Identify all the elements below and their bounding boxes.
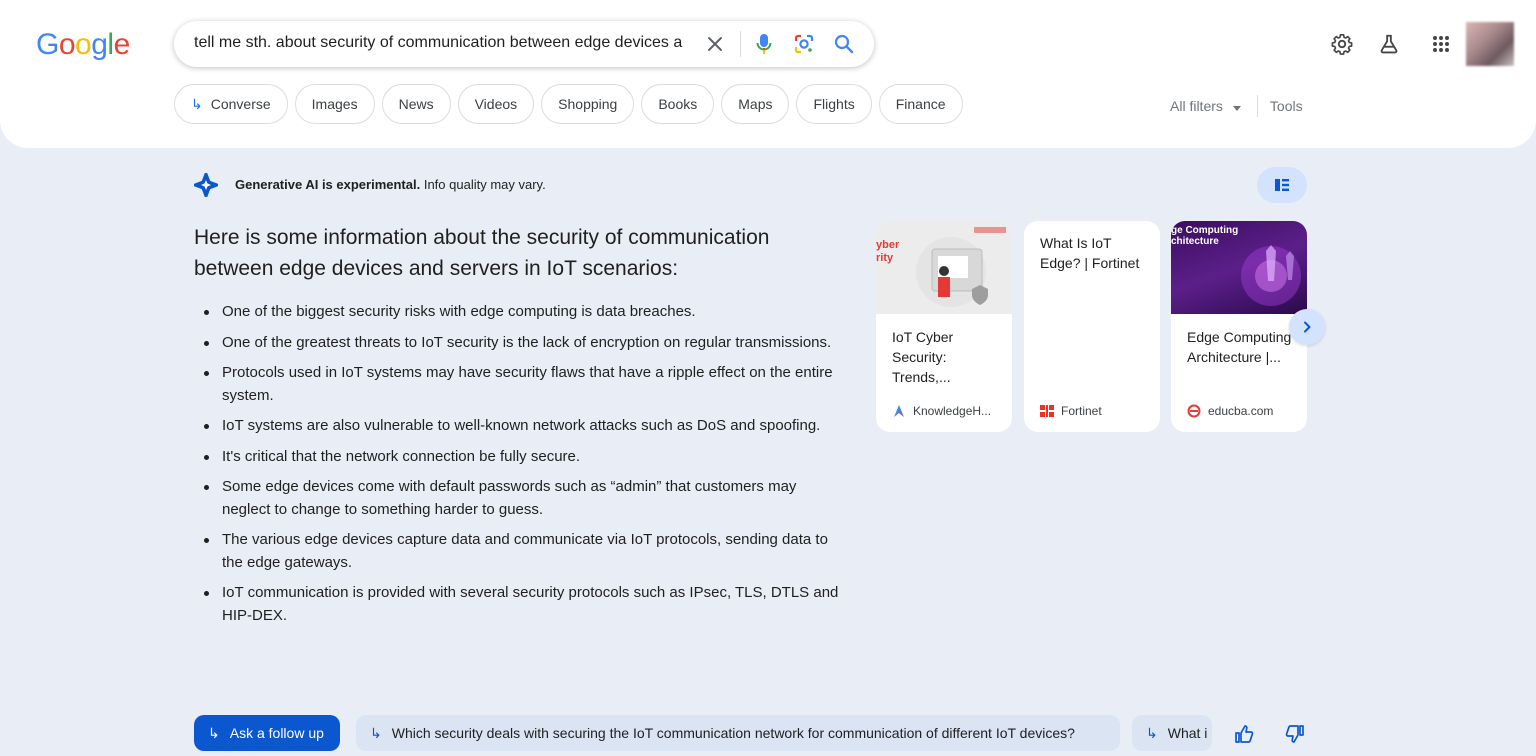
card-thumbnail [876,221,1012,314]
suggestion-arrow-icon: ↳ [1146,724,1158,741]
chip-images[interactable] [295,84,375,124]
chip-converse[interactable] [174,84,288,124]
ai-disclaimer-bold: Generative AI is experimental. [235,177,421,192]
card-thumbnail [1171,221,1307,314]
list-item: Protocols used in IoT systems may have security flaws that have a ripple effect on the entire system. [202,362,842,407]
card-thumbnail-caption: ge Computing chitecture [1171,225,1239,247]
follow-up-label: Ask a follow up [229,725,324,741]
lens-icon[interactable] [789,29,819,59]
card-source-label: Fortinet [1061,404,1102,418]
list-item: One of the biggest security risks with edge computing is data breaches. [202,301,842,324]
logo-letter: l [107,28,114,61]
search-input[interactable]: tell me sth. about security of communication between edge devices a [194,34,683,51]
suggested-follow-up[interactable] [356,715,1120,751]
list-item: IoT systems are also vulnerable to well-known network attacks such as DoS and spoofing. [202,415,842,438]
list-item: The various edge devices capture data and communicate via IoT protocols, sending data to the edge gateways. [202,529,842,574]
logo-letter: g [91,28,108,61]
chip-label: Flights [813,96,855,112]
card-title: Edge Computing Architecture |... [1187,329,1292,365]
card-title: IoT Cyber Security: Trends,... [892,329,954,385]
chevron-right-icon [1301,321,1313,333]
search-box [174,21,874,67]
chip-flights[interactable] [796,84,871,124]
logo-letter: e [113,28,130,61]
chip-maps[interactable] [721,84,789,124]
apps-icon[interactable] [1429,32,1453,56]
suggestion-arrow-icon: ↳ [370,724,382,741]
chip-label: Videos [474,96,518,112]
ai-heading: Here is some information about the security of communication between edge devices and servers in IoT scenarios: [194,226,770,280]
logo-letter: G [36,28,59,61]
thumbs-up-icon[interactable] [1232,722,1256,746]
list-item: Some edge devices come with default passwords such as “admin” that customers may neglect to change to something harder to guess. [202,476,842,521]
source-card[interactable] [876,221,1012,432]
source-card[interactable] [1024,221,1160,432]
ai-disclaimer-rest: Info quality may vary. [420,177,546,192]
card-source-label: KnowledgeH... [913,404,992,418]
card-source [1040,404,1102,418]
ai-disclaimer [235,177,546,192]
chip-books[interactable] [641,84,714,124]
converse-arrow-icon: ↳ [191,95,203,112]
logo-letter: o [75,28,92,61]
chip-videos[interactable] [458,84,535,124]
flask-icon[interactable] [1377,32,1401,56]
chip-news[interactable] [382,84,451,124]
all-filters-button[interactable] [1170,98,1241,114]
layout-toggle-button[interactable] [1257,167,1307,203]
search-icon[interactable] [829,29,859,59]
chip-finance[interactable] [879,84,963,124]
header [0,0,1536,148]
caret-down-icon [1233,106,1241,111]
suggested-follow-up[interactable] [1132,715,1212,751]
avatar[interactable] [1466,22,1514,66]
gear-icon[interactable] [1330,32,1354,56]
logo-letter: o [58,28,76,61]
carousel-next-button[interactable] [1289,309,1325,345]
list-item: One of the greatest threats to IoT security is the lack of encryption on regular transmissions. [202,332,842,355]
card-source [892,404,991,418]
knowledgehut-favicon-icon [892,404,906,418]
search-divider [740,31,741,57]
filters-divider [1257,95,1258,117]
search-chips [174,84,963,124]
thumbs-down-icon[interactable] [1283,722,1307,746]
gemini-sparkle-icon [194,173,218,197]
google-logo[interactable] [36,28,130,62]
suggestion-label: Which security deals with securing the IoT communication network for communication of different IoT devices? [391,725,1075,741]
educba-favicon-icon [1187,404,1201,418]
card-source [1187,404,1273,418]
source-card[interactable] [1171,221,1307,432]
chip-label: Books [658,96,698,112]
fortinet-favicon-icon [1040,404,1054,418]
chip-label: News [398,96,434,112]
list-item: It's critical that the network connection be fully secure. [202,446,842,469]
chip-shopping[interactable] [541,84,634,124]
ask-follow-up-button[interactable] [194,715,340,751]
all-filters-label: All filters [1170,98,1223,114]
close-icon[interactable] [700,29,730,59]
chip-label: Finance [895,96,946,112]
suggestion-label: What i [1167,725,1208,741]
card-title: What Is IoT Edge? | Fortinet [1040,235,1140,271]
card-source-label: educba.com [1208,404,1274,418]
tools-button[interactable]: Tools [1269,98,1303,114]
layout-icon [1274,177,1290,193]
list-item: IoT communication is provided with several security protocols such as IPsec, TLS, DTLS and HIP-DEX. [202,582,842,627]
chip-label: Shopping [558,96,618,112]
chip-label: Maps [738,96,773,112]
microphone-icon[interactable] [749,29,779,59]
follow-up-arrow-icon: ↳ [208,724,220,741]
card-thumbnail-caption: yber rity [876,239,900,264]
filters-bar [1170,95,1303,117]
chip-label: Images [311,96,358,112]
ai-bullet-list [202,301,842,635]
chip-label: Converse [210,96,271,112]
